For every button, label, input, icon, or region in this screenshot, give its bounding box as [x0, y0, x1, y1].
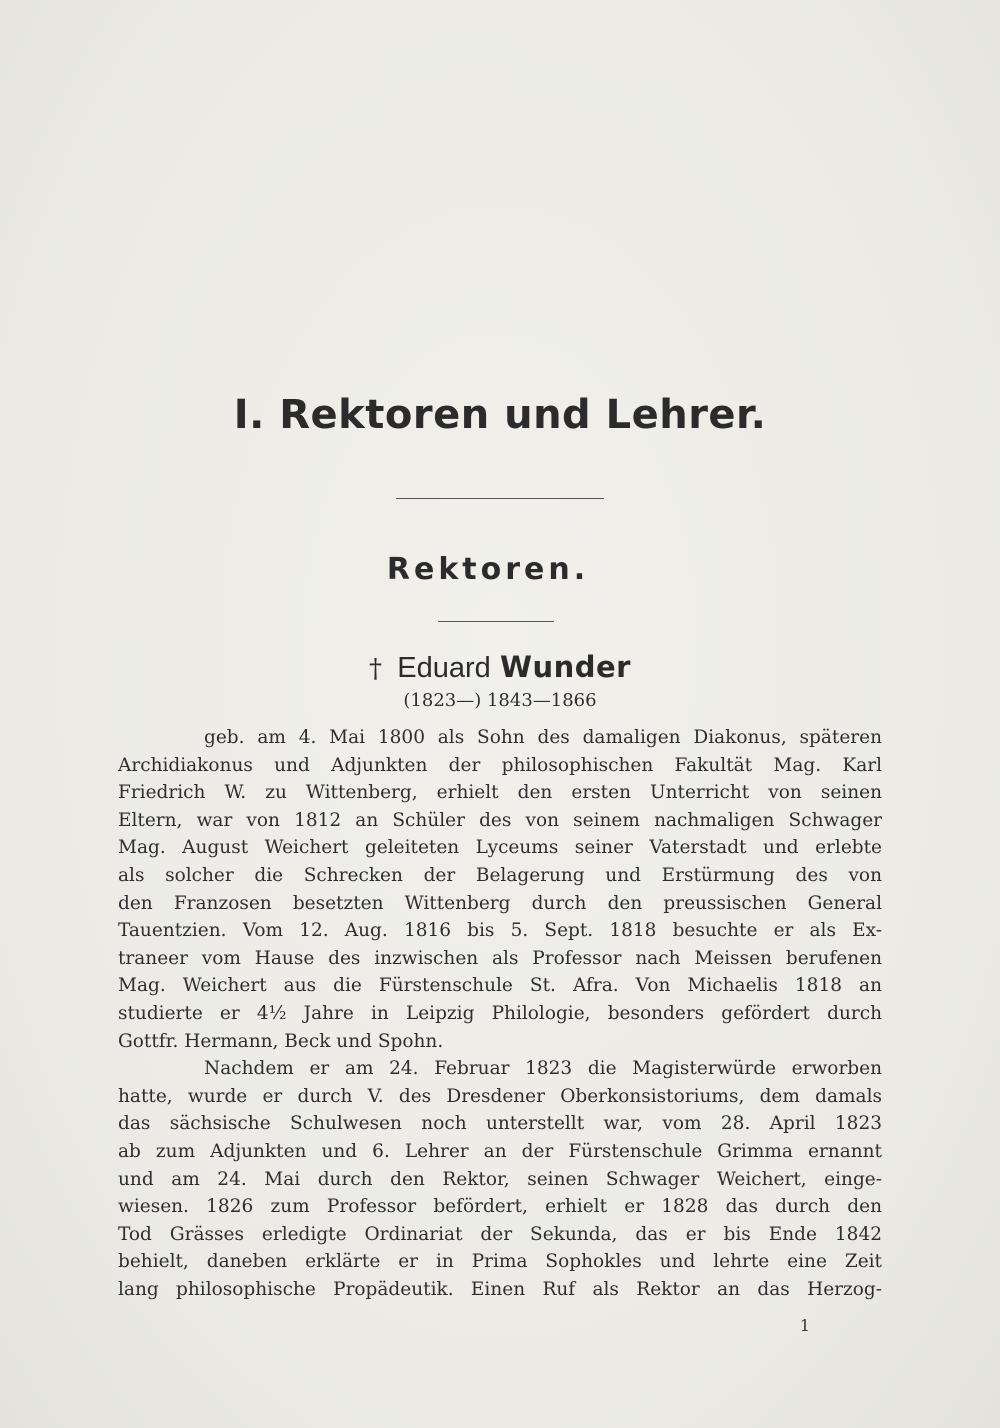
body-text: [118, 724, 882, 1303]
body-line: geb. am 4. Mai 1800 als Sohn des damaligen Diakonus, späteren: [204, 727, 882, 748]
body-line: wiesen. 1826 zum Professor befördert, erhielt er 1828 das durch den: [118, 1196, 882, 1218]
body-line: den Franzosen besetzten Wittenberg durch den preussischen General: [118, 892, 882, 914]
body-line: ab zum Adjunkten und 6. Lehrer an der Fürstenschule Grimma ernannt: [118, 1140, 882, 1162]
body-line: Tod Grässes erledigte Ordinariat der Sekunda, das er bis Ende 1842: [118, 1223, 882, 1245]
body-line: traneer vom Hause des inzwischen als Professor nach Meissen berufenen: [118, 947, 882, 969]
body-line: Archidiakonus und Adjunkten der philosophischen Fakultät Mag. Karl: [118, 754, 882, 776]
main-heading: I. Rektoren und Lehrer.: [233, 392, 767, 438]
body-line: hatte, wurde er durch V. des Dresdener Oberkonsistoriums, dem damals: [118, 1085, 882, 1107]
body-line: Eltern, war von 1812 an Schüler des von seinem nachmaligen Schwager: [118, 809, 882, 831]
body-line: Tauentzien. Vom 12. Aug. 1816 bis 5. Sept. 1818 besuchte er als Ex-: [118, 920, 882, 942]
entry-name: [0, 650, 1000, 685]
entry-first-name: Eduard: [397, 652, 491, 684]
body-line: Mag. Weichert aus die Fürstenschule St. Afra. Von Michaelis 1818 an: [118, 975, 882, 997]
body-line: lang philosophische Propädeutik. Einen Ruf als Rektor an das Herzog-: [118, 1278, 882, 1300]
body-line: studierte er 4½ Jahre in Leipzig Philologie, besonders gefördert durch: [118, 1002, 882, 1024]
heading-divider: [396, 498, 604, 499]
dagger-symbol: †: [369, 654, 383, 684]
entry-dates: (1823—) 1843—1866: [403, 690, 597, 711]
section-heading: Rektoren.: [386, 552, 590, 587]
body-line: als solcher die Schrecken der Belagerung und Erstürmung des von: [118, 864, 882, 886]
page-number: 1: [799, 1316, 811, 1335]
body-line: behielt, daneben erklärte er in Prima Sophokles und lehrte eine Zeit: [118, 1251, 882, 1273]
section-divider: [438, 621, 554, 622]
body-line: Mag. August Weichert geleiteten Lyceums seiner Vaterstadt und erlebte: [118, 837, 882, 859]
body-line: das sächsische Schulwesen noch unterstellt war, vom 28. April 1823: [118, 1113, 882, 1135]
body-line: Friedrich W. zu Wittenberg, erhielt den ersten Unterricht von seinen: [118, 782, 882, 804]
body-line: Gottfr. Hermann, Beck und Spohn.: [118, 1030, 444, 1052]
entry-last-name: Wunder: [499, 650, 631, 684]
body-line: und am 24. Mai durch den Rektor, seinen Schwager Weichert, einge-: [118, 1168, 882, 1190]
body-line: Nachdem er am 24. Februar 1823 die Magisterwürde erworben: [204, 1058, 882, 1080]
